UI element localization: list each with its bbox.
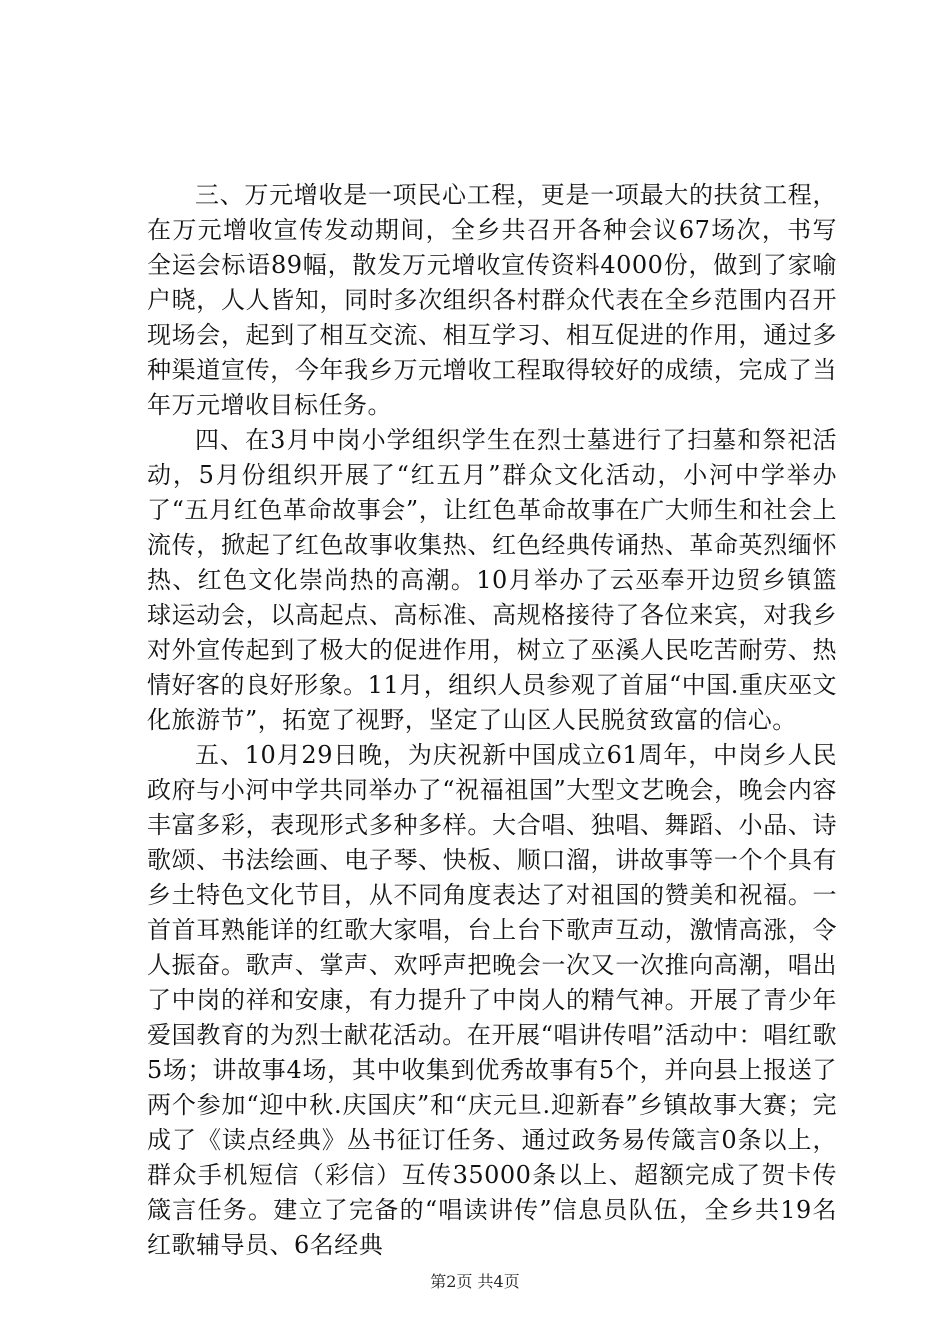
paragraph-section-five: 五、10月29日晚，为庆祝新中国成立61周年，中岗乡人民政府与小河中学共同举办了“祝福祖国”大型文艺晚会，晚会内容丰富多彩，表现形式多种多样。大合唱、独唱、舞蹈、小品、诗歌颂、书法绘画、电子琴、快板、顺口溜，讲故事等一个个具有乡土特色文化节目，从不同角度表达了对祖国的赞美和祝福。一首首耳熟能详的红歌大家唱，台上台下歌声互动，激情高涨，令人振奋。歌声、掌声、欢呼声把晚会一次又一次推向高潮，唱出了中岗的祥和安康，有力提升了中岗人的精气神。开展了青少年爱国教育的为烈士献花活动。在开展“唱讲传唱”活动中：唱红歌5场；讲故事4场，其中收集到优秀故事有5个，并向县上报送了两个参加“迎中秋.庆国庆”和“庆元旦.迎新春”乡镇故事大赛；完成了《读点经典》丛书征订任务、通过政务易传箴言0条以上，群众手机短信（彩信）互传35000条以上、超额完成了贺卡传箴言任务。建立了完备的“唱读讲传”信息员队伍，全乡共19名红歌辅导员、6名经典: [147, 741, 837, 1259]
document-body: [147, 178, 837, 1263]
paragraph-section-three: 三、万元增收是一项民心工程，更是一项最大的扶贫工程，在万元增收宣传发动期间，全乡共召开各种会议67场次，书写全运会标语89幅，散发万元增收宣传资料4000份，做到了家喻户晓，人人皆知，同时多次组织各村群众代表在全乡范围内召开现场会，起到了相互交流、相互学习、相互促进的作用，通过多种渠道宣传，今年我乡万元增收工程取得较好的成绩，完成了当年万元增收目标任务。: [147, 181, 837, 419]
page-number-footer: 第2页 共4页: [430, 1272, 520, 1291]
paragraph-section-four: 四、在3月中岗小学组织学生在烈士墓进行了扫墓和祭祀活动，5月份组织开展了“红五月”群众文化活动，小河中学举办了“五月红色革命故事会”，让红色革命故事在广大师生和社会上流传，掀起了红色故事收集热、红色经典传诵热、革命英烈缅怀热、红色文化崇尚热的高潮。10月举办了云巫奉开边贸乡镇篮球运动会，以高起点、高标准、高规格接待了各位来宾，对我乡对外宣传起到了极大的促进作用，树立了巫溪人民吃苦耐劳、热情好客的良好形象。11月，组织人员参观了首届“中国.重庆巫文化旅游节”，拓宽了视野，坚定了山区人民脱贫致富的信心。: [147, 426, 837, 734]
